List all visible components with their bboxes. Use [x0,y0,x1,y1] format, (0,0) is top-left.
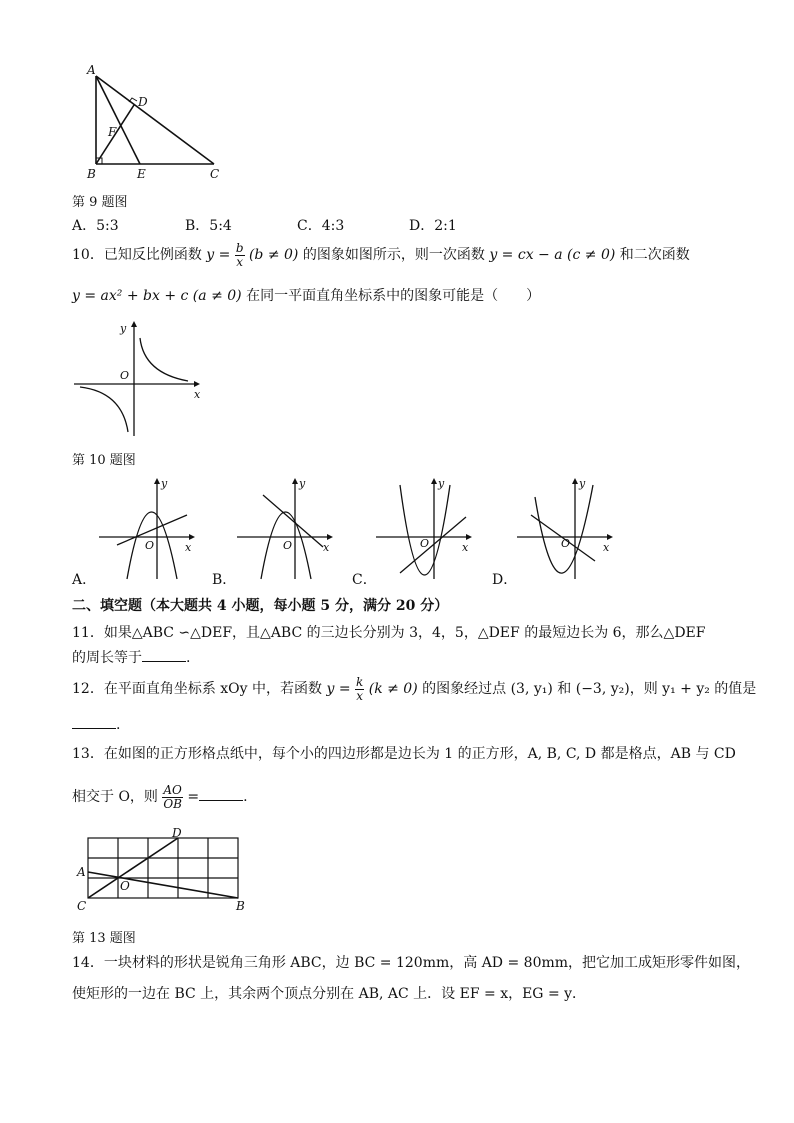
label-y: y [299,477,306,490]
x-arrow [194,381,200,387]
q9-option-d: D．2:1 [409,218,457,234]
label-o: O [420,537,430,550]
q13-caption: 第 13 题图 [72,931,136,946]
hyperbola-branch-q1 [140,338,188,381]
q12-intro-text: 12．在平面直角坐标系 xOy 中，若函数 [72,681,322,697]
q10-intro-text: 10．已知反比例函数 [72,247,202,263]
q10-option-c-graph [372,475,482,583]
q13-line2 [72,782,248,812]
q10-func1-lhs: y = [206,247,231,263]
segment-ac [96,76,214,164]
label-d: D [172,826,182,840]
q10-func1-fraction [235,242,245,269]
q11-line2 [72,648,190,667]
q10-func1-num: b [235,240,244,255]
q10-func2: y = cx − a (c ≠ 0) [489,247,616,263]
label-c: C [210,167,220,181]
q12-line1 [72,674,756,704]
q10-line2-text: 在同一平面直角坐标系中的图象可能是（ ） [246,288,541,304]
segment-cd [88,838,178,898]
q13-line2-end: . [243,789,248,805]
label-d: D [138,95,148,109]
label-b: B [87,167,96,181]
q14-line1: 14．一块材料的形状是锐角三角形 ABC，边 BC = 120mm，高 AD = 80mm，把它加工成矩形零件如图， [72,955,751,971]
q10-option-a-letter: A． [72,572,97,588]
q10-line2 [72,287,540,305]
q11-line2-text: 的周长等于 [72,650,142,666]
label-x: x [462,541,469,554]
q12-func-cond: (k ≠ 0) [368,681,418,697]
q10-post-text: 和二次函数 [619,247,690,263]
q13-line1: 13．在如图的正方形格点纸中，每个小的四边形都是边长为 1 的正方形，A, B, C, D 都是格点，AB 与 CD [72,746,736,762]
q13-fraction [162,784,183,811]
q12-line2 [72,715,120,734]
q10-option-b-letter: B． [212,572,237,588]
label-o: O [120,879,130,893]
q10-figure [70,318,210,442]
label-y: y [161,477,168,490]
q12-func-fraction [355,676,364,703]
label-a: A [87,63,96,77]
q14-line2: 使矩形的一边在 BC 上，其余两个顶点分别在 AB, AC 上．设 EF = x，EG = y． [72,986,587,1002]
q10-caption: 第 10 题图 [72,453,136,468]
section-title: 二、填空题（本大题共 4 小题，每小题 5 分，满分 20 分） [72,598,449,614]
q10-option-a-graph [95,475,205,583]
q10-option-d-letter: D． [492,572,518,588]
y-arrow [131,321,137,327]
q13-frac-num: AO [163,782,182,797]
q13-equals: = [187,789,200,805]
q10-line1 [72,240,690,270]
segment-ab [88,872,238,898]
q11-answer-blank[interactable] [142,648,186,662]
q10-func3: y = ax² + bx + c (a ≠ 0) [72,288,242,304]
q13-answer-blank[interactable] [199,787,243,801]
q11-line1: 11．如果△ABC ∽△DEF，且△ABC 的三边长分别为 3，4，5，△DEF 的最短边长为 6，那么△DEF [72,625,706,641]
q9-option-b: B．5:4 [185,218,232,234]
q10-func1-cond: (b ≠ 0) [248,247,299,263]
q13-frac-den: OB [163,796,182,811]
q9-caption: 第 9 题图 [72,195,128,210]
q9-option-a: A．5:3 [72,218,119,234]
label-x: x [185,541,192,554]
q13-line2-text: 相交于 O，则 [72,789,158,805]
parabola [400,485,450,575]
line [263,495,323,547]
label-o: O [145,539,155,552]
label-c: C [77,899,87,912]
label-o: O [283,539,293,552]
label-x: x [194,388,201,401]
q12-func-num: k [356,674,364,689]
q12-line2-end: . [116,717,121,733]
label-o: O [561,537,571,550]
label-y: y [579,477,586,490]
q12-func-den: x [356,688,364,703]
parabola [535,485,593,573]
label-x: x [323,541,330,554]
label-y: y [120,322,127,335]
label-y: y [438,477,445,490]
label-b: B [236,899,245,912]
q10-option-c-letter: C． [352,572,377,588]
q10-option-b-graph [233,475,343,583]
label-o: O [120,369,130,382]
q12-answer-blank[interactable] [72,715,116,729]
q9-option-c: C．4:3 [297,218,345,234]
q12-func-lhs: y = [326,681,351,697]
q11-line2-end: . [186,650,191,666]
label-x: x [603,541,610,554]
q10-func1-den: x [236,254,244,269]
label-e: E [137,167,146,181]
grid-border [88,838,238,898]
q13-figure [74,826,249,912]
q10-option-d-graph [513,475,623,583]
segment-ae [96,76,140,164]
label-f: F [108,125,117,139]
hyperbola-branch-q3 [80,387,128,432]
q12-post-text: 的图象经过点 (3, y₁) 和 (−3, y₂)，则 y₁ + y₂ 的值是 [422,681,757,697]
label-a: A [77,865,86,879]
q9-figure [82,62,232,182]
q10-mid-text: 的图象如图所示，则一次函数 [302,247,485,263]
